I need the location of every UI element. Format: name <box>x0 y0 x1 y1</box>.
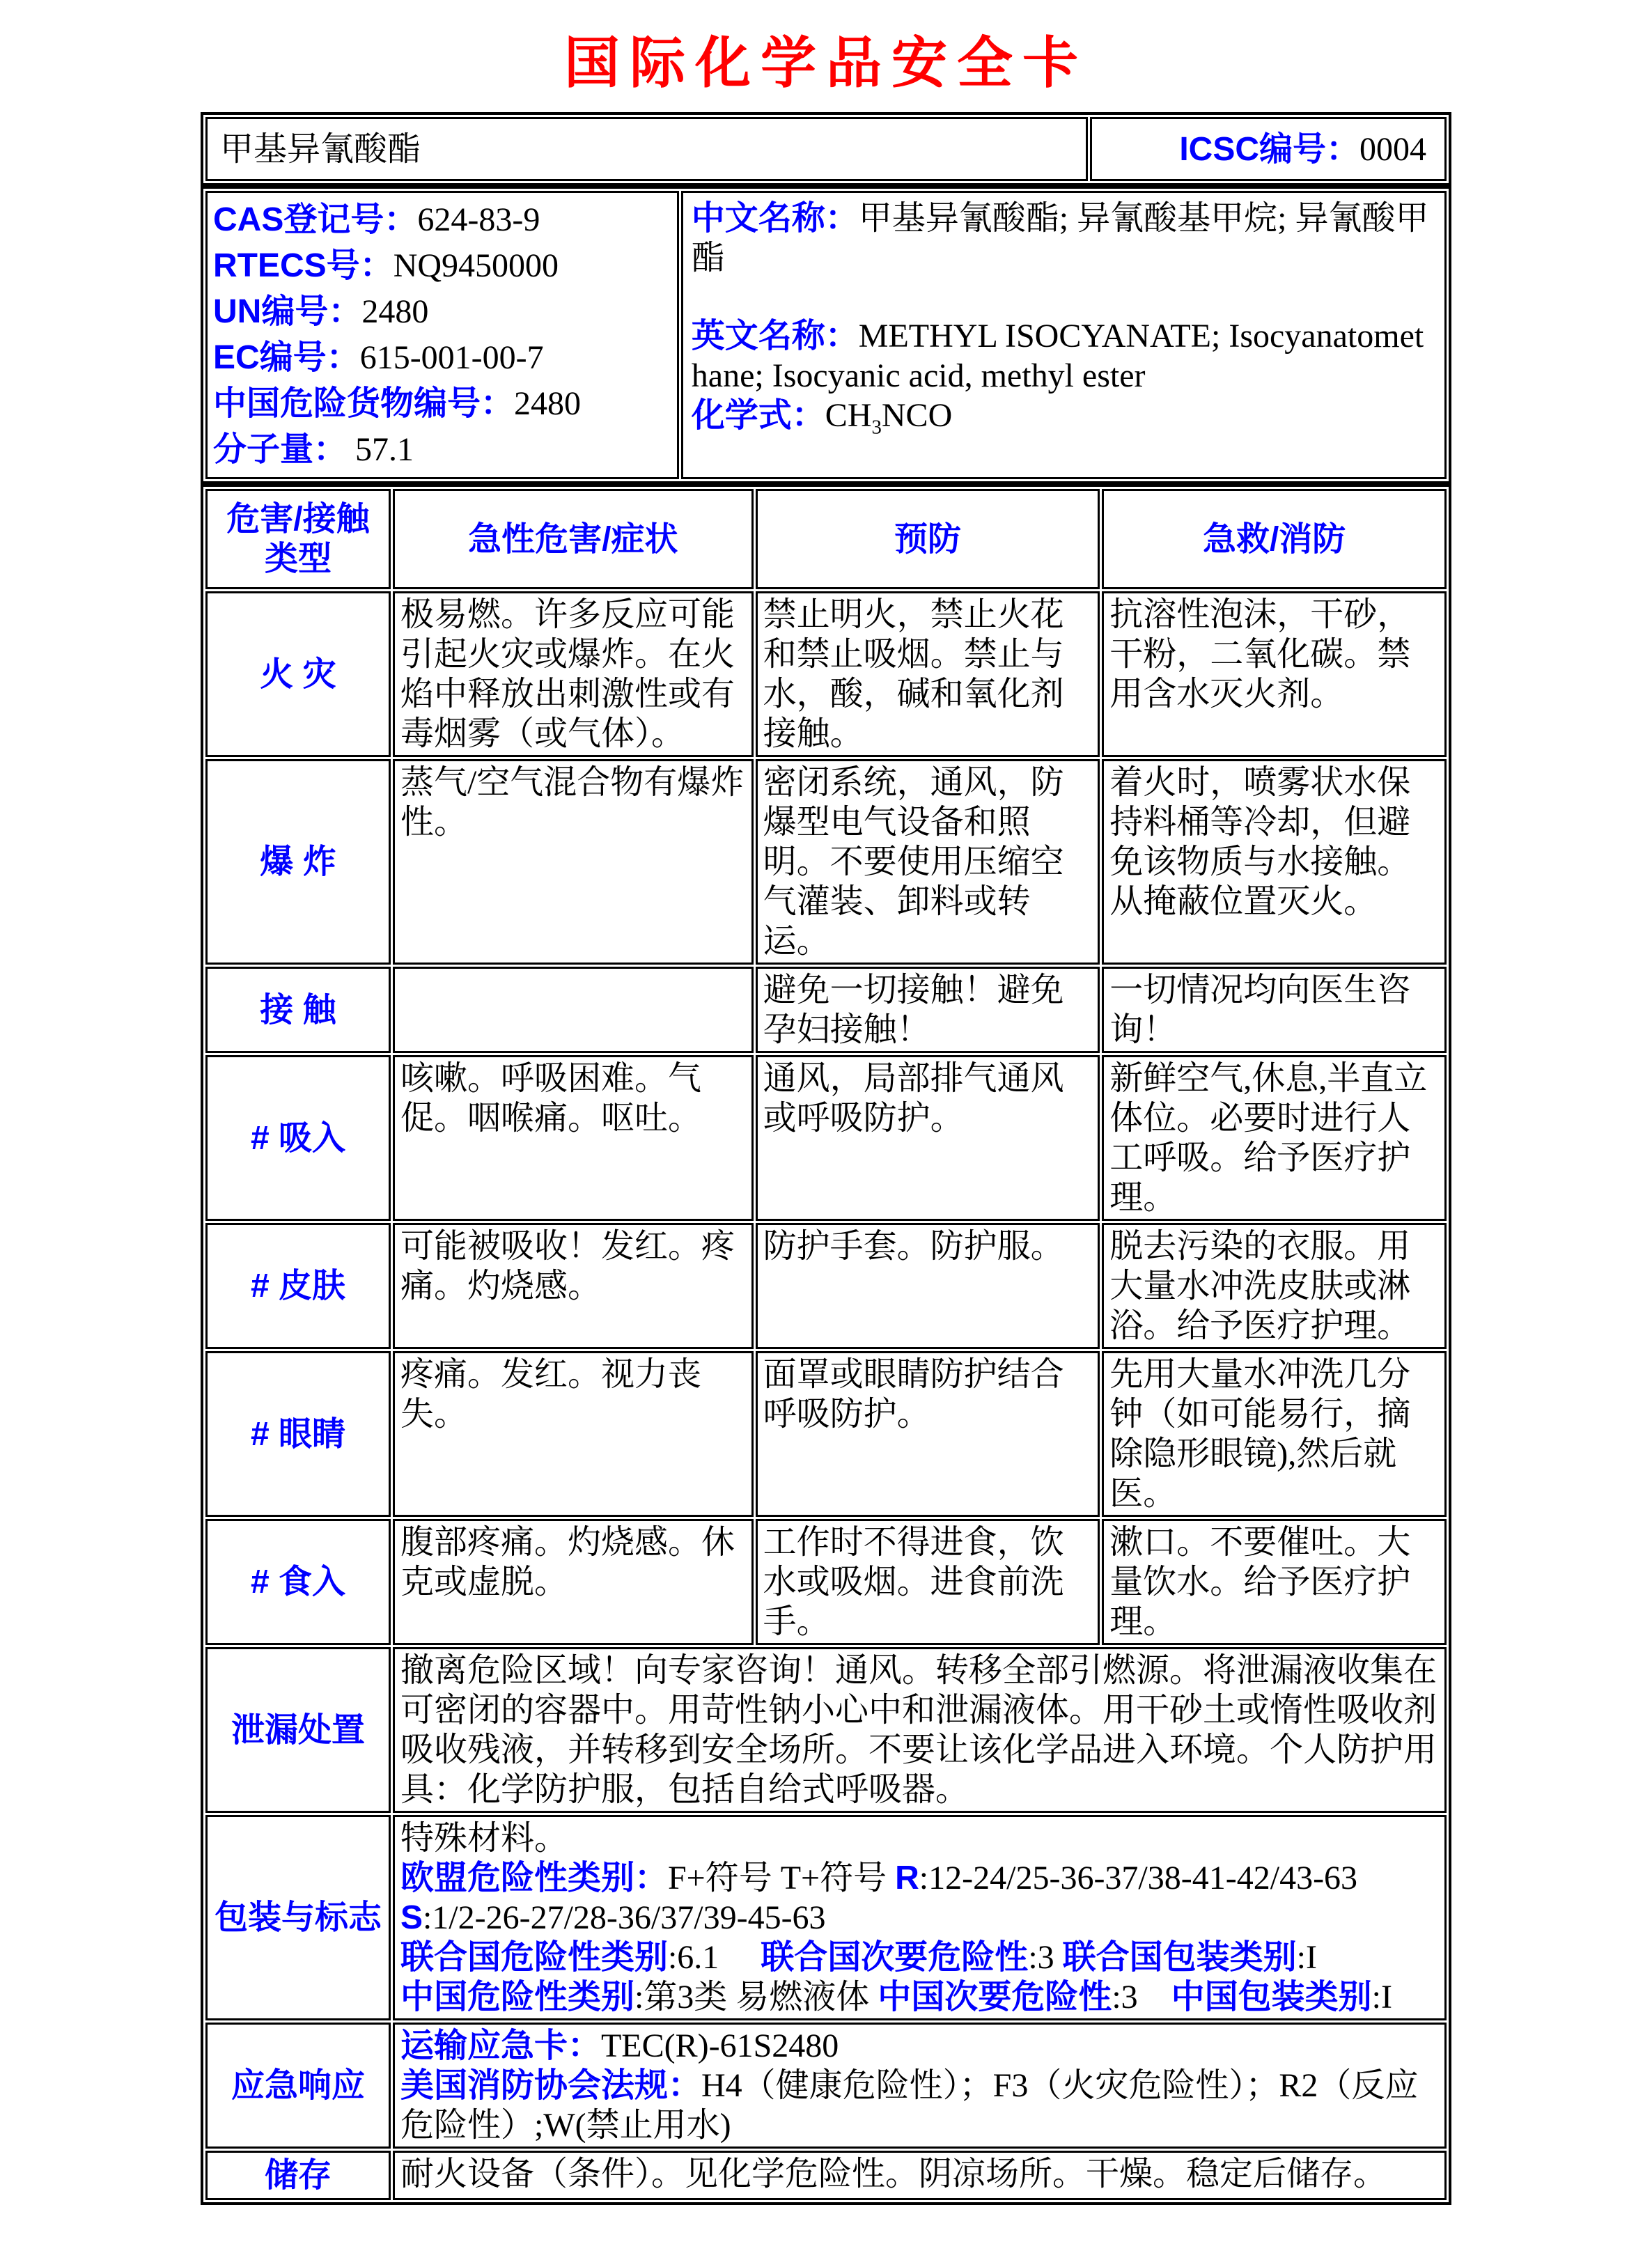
row-ingestion-symptoms: 腹部疼痛。灼烧感。休克或虚脱。 <box>393 1519 754 1645</box>
row-storage-label: 储存 <box>205 2151 391 2200</box>
packaging-un-classification: 联合国危险性类别:6.1 联合国次要危险性:3 联合国包装类别:I <box>400 1939 1317 1976</box>
row-exposure-prevention: 避免一切接触！避免孕妇接触！ <box>756 967 1100 1053</box>
emergency-nfpa-code: 美国消防协会法规：H4（健康危险性）；F3（火灾危险性）；R2（反应危险性）;W(禁止用水) <box>400 2067 1419 2144</box>
molecular-weight-line <box>213 427 674 473</box>
row-fire <box>205 591 1447 757</box>
formula-base: CH <box>825 397 872 434</box>
un-value: 2480 <box>361 293 429 330</box>
china-dg-label: 中国危险货物编号： <box>213 385 515 422</box>
row-eyes-label: # 眼睛 <box>205 1351 391 1517</box>
row-ingestion-firstaid: 漱口。不要催吐。大量饮水。给予医疗护理。 <box>1102 1519 1447 1645</box>
chinese-name-line <box>692 198 1436 278</box>
un-number-line <box>213 289 674 335</box>
row-explosion-prevention: 密闭系统，通风，防爆型电气设备和照明。不要使用压缩空气灌装、卸料或转运。 <box>756 759 1100 965</box>
hazard-table <box>201 484 1451 2205</box>
row-eyes-prevention: 面罩或眼睛防护结合呼吸防护。 <box>756 1351 1100 1517</box>
molecular-weight-value: 57.1 <box>347 431 414 468</box>
icsc-number-cell <box>1090 117 1447 181</box>
row-explosion-firstaid: 着火时，喷雾状水保持料桶等冷却，但避免该物质与水接触。从掩蔽位置灭火。 <box>1102 759 1447 965</box>
chinese-name-label: 中文名称： <box>691 200 859 237</box>
packaging-s-phrases: S:1/2-26-27/28-36/37/39-45-63 <box>400 1899 826 1936</box>
identification-row <box>205 191 1447 479</box>
english-name-line <box>692 316 1436 396</box>
storage-text: 耐火设备（条件）。见化学危险性。阴凉场所。干燥。稳定后储存。 <box>400 2156 1387 2192</box>
row-inhalation <box>205 1055 1447 1221</box>
ec-number-line <box>213 335 674 381</box>
un-label: UN编号： <box>213 293 362 330</box>
cas-number-line <box>213 197 674 243</box>
row-explosion-symptoms: 蒸气/空气混合物有爆炸性。 <box>393 759 754 965</box>
row-inhalation-prevention: 通风，局部排气通风或呼吸防护。 <box>756 1055 1100 1221</box>
row-skin-prevention: 防护手套。防护服。 <box>756 1223 1100 1349</box>
molecular-weight-label: 分子量： <box>213 431 348 468</box>
row-ingestion-prevention: 工作时不得进食，饮水或吸烟。进食前洗手。 <box>756 1519 1100 1645</box>
row-exposure <box>205 967 1447 1053</box>
row-explosion <box>205 759 1447 965</box>
row-emergency-label: 应急响应 <box>205 2023 391 2149</box>
row-ingestion-label: # 食入 <box>205 1519 391 1645</box>
name-row <box>205 117 1447 181</box>
row-fire-prevention: 禁止明火，禁止火花和禁止吸烟。禁止与水，酸，碱和氧化剂接触。 <box>756 591 1100 757</box>
icsc-card <box>201 112 1451 2205</box>
header-acute-symptoms: 急性危害/症状 <box>393 489 754 589</box>
row-exposure-symptoms <box>393 967 754 1053</box>
row-emergency-content <box>393 2023 1447 2149</box>
ec-label: EC编号： <box>213 339 360 376</box>
header-hazard-type: 危害/接触类型 <box>205 489 391 589</box>
row-fire-firstaid: 抗溶性泡沫，干砂，干粉，二氧化碳。禁用含水灭火剂。 <box>1102 591 1447 757</box>
row-skin-firstaid: 脱去污染的衣服。用大量水冲洗皮肤或淋浴。给予医疗护理。 <box>1102 1223 1447 1349</box>
row-exposure-firstaid: 一切情况均向医生咨询！ <box>1102 967 1447 1053</box>
hazard-table-header <box>205 489 1447 589</box>
row-spillage-label: 泄漏处置 <box>205 1647 391 1813</box>
cas-label: CAS登记号： <box>213 201 418 238</box>
packaging-eu-classification: 欧盟危险性类别：F+符号 T+符号 R:12-24/25-36-37/38-41-42/43-63 <box>400 1860 1358 1896</box>
packaging-special-material: 特殊材料。 <box>400 1820 568 1857</box>
chemical-names-cell <box>681 191 1447 479</box>
english-name-label: 英文名称： <box>691 318 859 354</box>
page-title: 国际化学品安全卡 <box>564 33 1088 95</box>
page <box>0 18 1652 2205</box>
china-dg-number-line <box>213 381 674 427</box>
icsc-number-value: 0004 <box>1359 130 1426 168</box>
row-explosion-label: 爆 炸 <box>205 759 391 965</box>
packaging-china-classification: 中国危险性类别:第3类 易燃液体 中国次要危险性:3 中国包装类别:I <box>400 1979 1392 2016</box>
identification-table <box>201 186 1451 484</box>
registry-numbers-cell <box>205 191 679 479</box>
header-firstaid-firefighting: 急救/消防 <box>1102 489 1447 589</box>
row-inhalation-symptoms: 咳嗽。呼吸困难。气促。咽喉痛。呕吐。 <box>393 1055 754 1221</box>
header-prevention: 预防 <box>756 489 1100 589</box>
row-skin-label: # 皮肤 <box>205 1223 391 1349</box>
ec-value: 615-001-00-7 <box>359 339 544 376</box>
formula-value <box>825 397 953 439</box>
chinese-name-value: 甲基异氰酸酯; 异氰酸基甲烷; 异氰酸甲酯 <box>691 200 1429 276</box>
formula-line <box>692 396 1436 448</box>
cas-value: 624-83-9 <box>417 201 540 238</box>
row-packaging-content <box>393 1815 1447 2020</box>
row-exposure-label: 接 触 <box>205 967 391 1053</box>
row-spillage <box>205 1647 1447 1813</box>
row-inhalation-label: # 吸入 <box>205 1055 391 1221</box>
row-eyes-symptoms: 疼痛。发红。视力丧失。 <box>393 1351 754 1517</box>
row-eyes-firstaid: 先用大量水冲洗几分钟（如可能易行，摘除隐形眼镜),然后就医。 <box>1102 1351 1447 1517</box>
row-skin-symptoms: 可能被吸收！发红。疼痛。灼烧感。 <box>393 1223 754 1349</box>
row-fire-label: 火 灾 <box>205 591 391 757</box>
formula-subscript: 3 <box>871 416 882 439</box>
row-storage-content <box>393 2151 1447 2200</box>
name-row-table <box>201 112 1451 186</box>
chemical-name: 甲基异氰酸酯 <box>205 117 1088 181</box>
rtecs-label: RTECS号： <box>213 247 393 284</box>
spillage-text: 撤离危险区域！向专家咨询！通风。转移全部引燃源。将泄漏液收集在可密闭的容器中。用苛性钠小心中和泄漏液体。用干砂土或惰性吸收剂吸收残液，并转移到安全场所。不要让该化学品进入环境。个人防护用具：化学防护服，包括自给式呼吸器。 <box>400 1652 1437 1808</box>
rtecs-number-line <box>213 243 674 289</box>
row-storage <box>205 2151 1447 2200</box>
emergency-tec-card: 运输应急卡：TEC(R)-61S2480 <box>400 2027 839 2064</box>
row-packaging-label: 包装与标志 <box>205 1815 391 2020</box>
formula-label: 化学式： <box>691 397 825 434</box>
formula-rest: NCO <box>881 397 953 434</box>
rtecs-value: NQ9450000 <box>393 247 559 284</box>
icsc-number-label: ICSC编号： <box>1179 130 1359 168</box>
row-packaging-labelling <box>205 1815 1447 2020</box>
row-fire-symptoms: 极易燃。许多反应可能引起火灾或爆炸。在火焰中释放出刺激性或有毒烟雾（或气体）。 <box>393 591 754 757</box>
row-emergency-response <box>205 2023 1447 2149</box>
row-ingestion <box>205 1519 1447 1645</box>
row-inhalation-firstaid: 新鲜空气,休息,半直立体位。必要时进行人工呼吸。给予医疗护理。 <box>1102 1055 1447 1221</box>
english-name-value: METHYL ISOCYANATE; Isocyanatomethane; Isocyanic acid, methyl ester <box>691 318 1424 394</box>
row-spillage-content <box>393 1647 1447 1813</box>
china-dg-value: 2480 <box>514 385 582 422</box>
row-eyes <box>205 1351 1447 1517</box>
row-skin <box>205 1223 1447 1349</box>
